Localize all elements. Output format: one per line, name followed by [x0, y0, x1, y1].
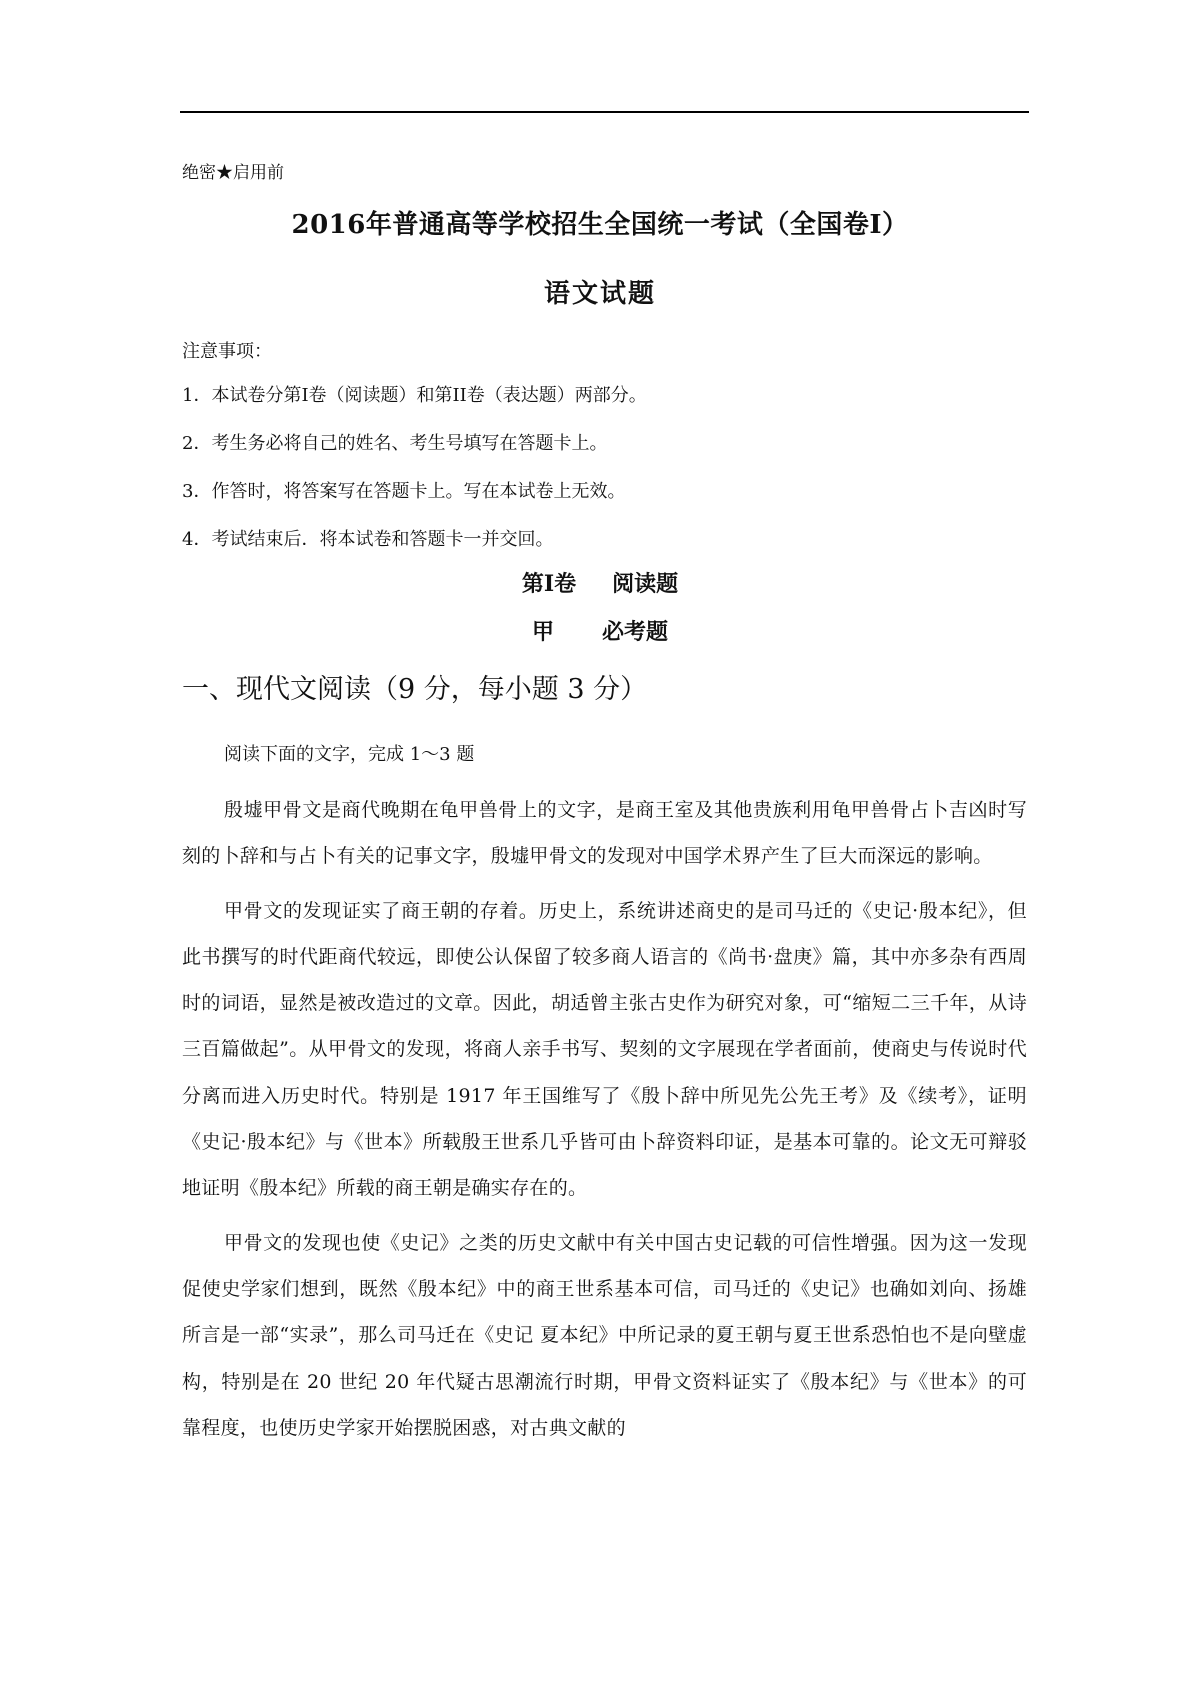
notes-item: 2．考生务必将自己的姓名、考生号填写在答题卡上。: [182, 433, 608, 454]
exam-subtitle: 语文试题: [543, 279, 656, 309]
passage-paragraph: 殷墟甲骨文是商代晚期在龟甲兽骨上的文字，是商王室及其他贵族利用龟甲兽骨占卜吉凶时写刻的卜辞和与占卜有关的记事文字，殷墟甲骨文的发现对中国学术界产生了巨大而深远的影响。: [182, 799, 1027, 868]
notes-item: 1．本试卷分第Ⅰ卷（阅读题）和第II卷（表达题）两部分。: [182, 385, 647, 406]
required-name: 必考题: [602, 619, 669, 645]
passage-paragraph: 甲骨文的发现证实了商王朝的存着。历史上，系统讲述商史的是司马迁的《史记·殷本纪》，但此书撰写的时代距商代较远，即使公认保留了较多商人语言的《尚书·盘庚》篇，其中亦多杂有西周时的词语，显然是被改造过的文章。因此，胡适曾主张古史作为研究对象，可“缩短二三千年，从诗三百篇做起”。从甲骨文的发现，将商人亲手书写、契刻的文字展现在学者面前，使商史与传说时代分离而进入历史时代。特别是 1917 年王国维写了《殷卜辞中所见先公先王考》及《续考》，证明《史记·殷本纪》与《世本》所载殷王世系几乎皆可由卜辞资料印证，是基本可靠的。论文无可辩驳地证明《殷本纪》所载的商王朝是确实存在的。: [182, 899, 1027, 1200]
notes-item: 4．考试结束后．将本试卷和答题卡一并交回。: [182, 529, 554, 550]
notes-list: [182, 372, 647, 564]
exam-title: 2016年普通高等学校招生全国统一考试（全国卷Ⅰ）: [291, 210, 909, 240]
volume-part: 第Ⅰ卷: [521, 571, 577, 597]
required-part: 甲: [531, 619, 554, 645]
required-heading: [0, 615, 1200, 646]
passage-paragraph: 甲骨文的发现也使《史记》之类的历史文献中有关中国古史记载的可信性增强。因为这一发现促使史学家们想到，既然《殷本纪》中的商王世系基本可信，司马迁的《史记》也确如刘向、扬雄所言是一部“实录”，那么司马迁在《史记 夏本纪》中所记录的夏王朝与夏王世系恐怕也不是向壁虚构，特别是在 20 世纪 20 年代疑古思潮流行时期，甲骨文资料证实了《殷本纪》与《世本》的可靠程度，也使历史学家开始摆脱困惑，对古典文献的: [182, 1231, 1027, 1439]
reading-passage: [182, 787, 1027, 1459]
section-instruction: 阅读下面的文字，完成 1～3 题: [224, 744, 475, 765]
notes-item: 3．作答时，将答案写在答题卡上。写在本试卷上无效。: [182, 481, 626, 502]
section-title: 一、现代文阅读（9 分，每小题 3 分）: [182, 674, 648, 705]
volume-heading: [0, 567, 1200, 598]
volume-name: 阅读题: [612, 571, 679, 597]
notes-heading: 注意事项：: [182, 341, 272, 362]
confidential-mark: 绝密★启用前: [182, 163, 284, 183]
header-rule: [180, 111, 1029, 113]
